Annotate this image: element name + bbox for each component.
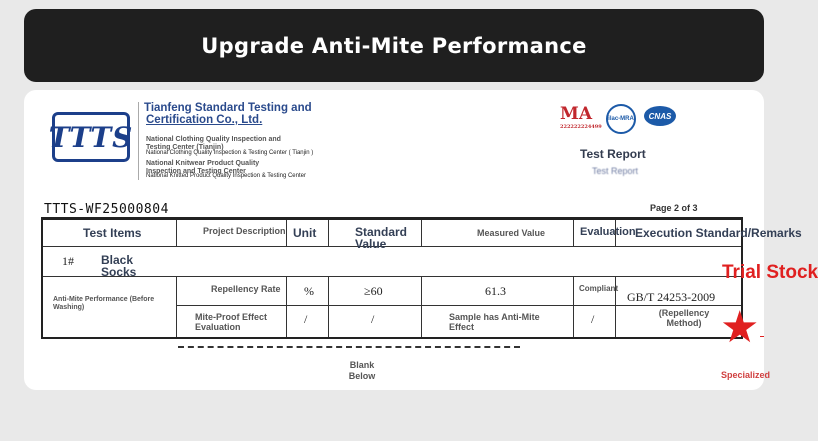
row2-unit: / (304, 312, 308, 326)
col-rule-4 (421, 220, 422, 246)
header-measured: Measured Value (477, 228, 546, 238)
banner-title: Upgrade Anti-Mite Performance (201, 33, 587, 58)
cma-code: 222222224499 (560, 124, 602, 130)
header-project: Project Description (203, 226, 286, 236)
ttts-logo (48, 112, 134, 162)
row2-standard: / (371, 312, 375, 326)
row2-execution: (Repellency Method) (658, 308, 710, 328)
header-evaluation: Evaluation (580, 226, 636, 238)
report-number: TTTS-WF25000804 (44, 202, 169, 217)
row1-unit: % (304, 284, 314, 298)
row2-measured: Sample has Anti-Mite Effect (449, 312, 540, 332)
logo-text: TTTS (48, 120, 134, 154)
row1-standard: ≥60 (364, 284, 383, 298)
center1-name-alt: National Clothing Quality Inspection & Testing Center ( Tianjin ) (146, 150, 314, 156)
row1-project: Repellency Rate (211, 284, 281, 294)
page-indicator: Page 2 of 3 (650, 203, 698, 213)
row2-evaluation: / (591, 312, 595, 326)
col-rule-3b (328, 276, 329, 337)
row2-project: Mite-Proof Effect Evaluation (195, 312, 267, 332)
row1-evaluation: Compliant (579, 284, 619, 293)
company-name-line1: Tianfeng Standard Testing and (144, 102, 312, 114)
blank-below-note: Blank Below (348, 360, 376, 381)
report-subtitle: Test Report (592, 166, 639, 176)
cnas-logo: CNAS (644, 106, 676, 126)
center2-name-alt: National Knitted Product Quality Inspection & Testing Center (146, 173, 306, 179)
specialized-label: Specialized (721, 370, 771, 380)
header-execution: Execution Standard/Remarks (635, 226, 802, 240)
trial-stock-tag (722, 262, 818, 284)
row1-execution: GB/T 24253-2009 (627, 290, 716, 304)
cma-logo: MA 222222224499 (560, 104, 602, 130)
header-unit: Unit (293, 226, 317, 240)
sample-name: Black Socks (101, 253, 137, 279)
test-category: Anti-Mite Performance (Before Washing) (53, 296, 155, 311)
top-banner (24, 9, 764, 82)
table-row-rule (176, 305, 741, 306)
end-of-table-line (178, 346, 520, 348)
header-test-items: Test Items (83, 226, 142, 240)
row1-measured: 61.3 (485, 284, 506, 298)
company-name-line2: Certification Co., Ltd. (146, 114, 263, 126)
header-standard: Standard Value (355, 225, 408, 251)
report-title: Test Report (580, 147, 646, 161)
col-rule-3 (328, 220, 329, 246)
col-rule-1 (176, 220, 177, 246)
col-rule-5b (573, 276, 574, 337)
trial-stock-text: Trial Stock (722, 262, 818, 283)
red-dash (760, 336, 764, 337)
ilac-mra-logo: ilac-MRA (606, 104, 636, 134)
center1-name: National Clothing Quality Inspection and Testing Center (Tianjin) (146, 136, 281, 151)
header-divider (138, 102, 139, 180)
col-rule-5 (573, 220, 574, 246)
center2-name: National Knitwear Product Quality Inspection and Testing Center (146, 160, 260, 175)
certification-logos (560, 104, 720, 130)
col-rule-1b (176, 276, 177, 337)
sample-number: 1# (62, 254, 74, 268)
red-star-icon: ★ (720, 303, 760, 352)
col-rule-4b (421, 276, 422, 337)
